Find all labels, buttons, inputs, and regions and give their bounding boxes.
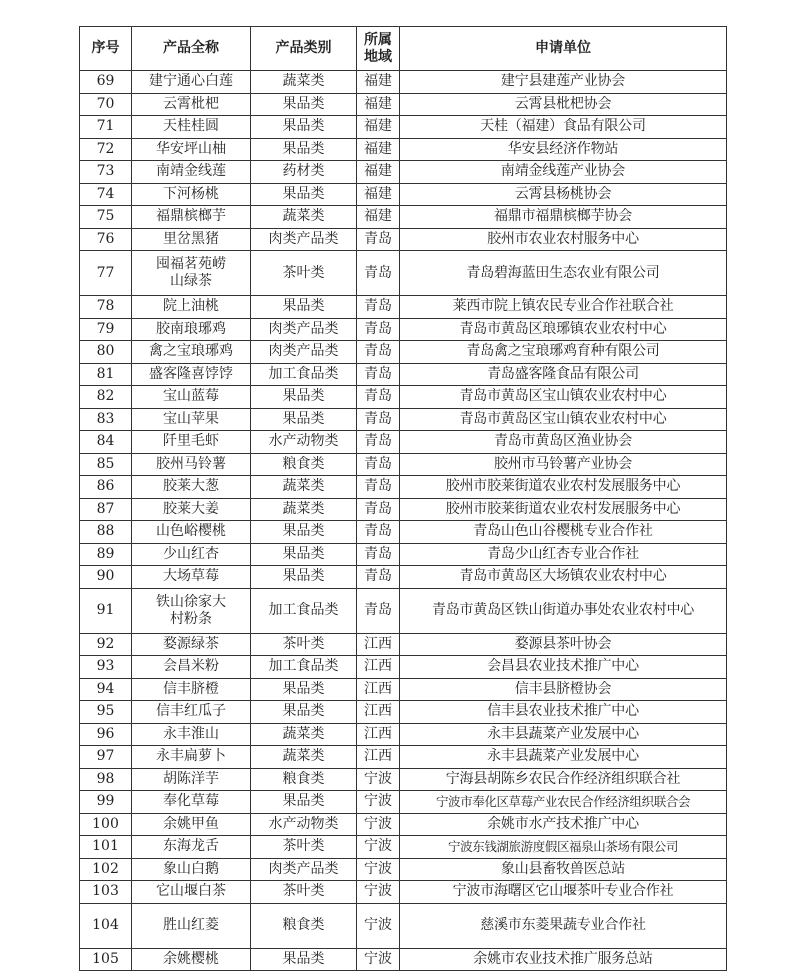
cell-seq: 72 (80, 138, 132, 161)
cell-category: 果品类 (251, 678, 357, 701)
cell-category: 果品类 (251, 386, 357, 409)
cell-seq: 104 (80, 903, 132, 948)
cell-seq: 95 (80, 701, 132, 724)
cell-name: 里岔黑猪 (132, 228, 251, 251)
cell-region: 福建 (357, 93, 400, 116)
cell-applicant: 福鼎市福鼎槟榔芋协会 (400, 206, 727, 229)
cell-seq: 99 (80, 791, 132, 814)
table-row (80, 71, 727, 94)
cell-category: 蔬菜类 (251, 476, 357, 499)
cell-seq: 71 (80, 116, 132, 139)
cell-region: 青岛 (357, 431, 400, 454)
header-applicant: 申请单位 (400, 27, 727, 71)
cell-seq: 82 (80, 386, 132, 409)
table-row (80, 746, 727, 769)
cell-region: 青岛 (357, 341, 400, 364)
cell-category: 蔬菜类 (251, 206, 357, 229)
table-row (80, 566, 727, 589)
cell-region: 江西 (357, 723, 400, 746)
cell-applicant: 婺源县茶叶协会 (400, 633, 727, 656)
cell-region: 福建 (357, 71, 400, 94)
header-region: 所属地域 (357, 27, 400, 71)
table-header (80, 27, 727, 71)
cell-region: 青岛 (357, 363, 400, 386)
cell-region: 宁波 (357, 948, 400, 971)
table-row (80, 476, 727, 499)
cell-category: 肉类产品类 (251, 228, 357, 251)
cell-category: 肉类产品类 (251, 318, 357, 341)
cell-region: 青岛 (357, 566, 400, 589)
cell-name: 永丰淮山 (132, 723, 251, 746)
table-row (80, 161, 727, 184)
cell-seq: 92 (80, 633, 132, 656)
table-row (80, 723, 727, 746)
cell-category: 茶叶类 (251, 633, 357, 656)
cell-seq: 86 (80, 476, 132, 499)
cell-category: 果品类 (251, 948, 357, 971)
table-row (80, 116, 727, 139)
cell-applicant: 余姚市农业技术推广服务总站 (400, 948, 727, 971)
cell-applicant: 宁波市海曙区它山堰茶叶专业合作社 (400, 881, 727, 904)
table-row (80, 431, 727, 454)
table-row (80, 588, 727, 633)
cell-name: 奉化草莓 (132, 791, 251, 814)
table-body (80, 71, 727, 971)
cell-category: 果品类 (251, 521, 357, 544)
cell-category: 粮食类 (251, 453, 357, 476)
cell-name: 云霄枇杷 (132, 93, 251, 116)
cell-name: 山色峪樱桃 (132, 521, 251, 544)
cell-category: 茶叶类 (251, 836, 357, 859)
cell-seq: 79 (80, 318, 132, 341)
cell-seq: 77 (80, 251, 132, 296)
table-row (80, 836, 727, 859)
cell-applicant: 余姚市水产技术推广中心 (400, 813, 727, 836)
cell-seq: 100 (80, 813, 132, 836)
header-category: 产品类别 (251, 27, 357, 71)
cell-applicant: 南靖金线莲产业协会 (400, 161, 727, 184)
cell-applicant: 建宁县建莲产业协会 (400, 71, 727, 94)
cell-applicant: 慈溪市东菱果蔬专业合作社 (400, 903, 727, 948)
table-row (80, 363, 727, 386)
cell-category: 粮食类 (251, 768, 357, 791)
cell-seq: 76 (80, 228, 132, 251)
table-row (80, 341, 727, 364)
table-row (80, 903, 727, 948)
cell-region: 江西 (357, 633, 400, 656)
table-row (80, 768, 727, 791)
cell-region: 宁波 (357, 813, 400, 836)
cell-applicant: 永丰县蔬菜产业发展中心 (400, 746, 727, 769)
cell-category: 药材类 (251, 161, 357, 184)
header-seq: 序号 (80, 27, 132, 71)
cell-region: 福建 (357, 206, 400, 229)
cell-seq: 78 (80, 296, 132, 319)
cell-region: 青岛 (357, 476, 400, 499)
cell-seq: 70 (80, 93, 132, 116)
table-row (80, 138, 727, 161)
cell-name: 阡里毛虾 (132, 431, 251, 454)
table-row (80, 408, 727, 431)
cell-category: 果品类 (251, 138, 357, 161)
cell-applicant: 宁波市奉化区草莓产业农民合作经济组织联合会 (400, 791, 727, 814)
cell-applicant: 胶州市胶莱街道农业农村发展服务中心 (400, 498, 727, 521)
cell-seq: 74 (80, 183, 132, 206)
table-row (80, 183, 727, 206)
table-row (80, 543, 727, 566)
cell-name: 余姚樱桃 (132, 948, 251, 971)
cell-name: 福鼎槟榔芋 (132, 206, 251, 229)
cell-seq: 75 (80, 206, 132, 229)
table-row (80, 813, 727, 836)
cell-category: 蔬菜类 (251, 498, 357, 521)
cell-applicant: 信丰县脐橙协会 (400, 678, 727, 701)
cell-region: 福建 (357, 161, 400, 184)
table-row (80, 678, 727, 701)
cell-seq: 85 (80, 453, 132, 476)
table-row (80, 296, 727, 319)
cell-applicant: 会昌县农业技术推广中心 (400, 656, 727, 679)
cell-category: 果品类 (251, 116, 357, 139)
cell-seq: 97 (80, 746, 132, 769)
cell-applicant: 青岛盛客隆食品有限公司 (400, 363, 727, 386)
cell-name: 婺源绿茶 (132, 633, 251, 656)
cell-seq: 89 (80, 543, 132, 566)
cell-region: 福建 (357, 183, 400, 206)
cell-region: 青岛 (357, 296, 400, 319)
cell-name: 宝山苹果 (132, 408, 251, 431)
cell-region: 江西 (357, 746, 400, 769)
cell-applicant: 胶州市农业农村服务中心 (400, 228, 727, 251)
cell-region: 福建 (357, 116, 400, 139)
cell-seq: 69 (80, 71, 132, 94)
cell-region: 青岛 (357, 543, 400, 566)
cell-name: 信丰红瓜子 (132, 701, 251, 724)
table-row (80, 453, 727, 476)
cell-region: 宁波 (357, 791, 400, 814)
table-row (80, 633, 727, 656)
cell-name: 天桂桂圆 (132, 116, 251, 139)
cell-applicant: 永丰县蔬菜产业发展中心 (400, 723, 727, 746)
cell-seq: 102 (80, 858, 132, 881)
cell-name: 铁山徐家大村粉条 (132, 588, 251, 633)
cell-applicant: 青岛市黄岛区宝山镇农业农村中心 (400, 386, 727, 409)
cell-applicant: 青岛碧海蓝田生态农业有限公司 (400, 251, 727, 296)
cell-applicant: 青岛禽之宝琅琊鸡育种有限公司 (400, 341, 727, 364)
cell-applicant: 青岛少山红杏专业合作社 (400, 543, 727, 566)
cell-seq: 73 (80, 161, 132, 184)
cell-seq: 83 (80, 408, 132, 431)
header-name: 产品全称 (132, 27, 251, 71)
cell-applicant: 青岛市黄岛区渔业协会 (400, 431, 727, 454)
cell-name: 胜山红菱 (132, 903, 251, 948)
cell-region: 江西 (357, 656, 400, 679)
cell-name: 胶莱大姜 (132, 498, 251, 521)
cell-name: 盛客隆喜饽饽 (132, 363, 251, 386)
cell-region: 宁波 (357, 858, 400, 881)
table-row (80, 228, 727, 251)
cell-category: 果品类 (251, 566, 357, 589)
cell-category: 果品类 (251, 296, 357, 319)
cell-applicant: 华安县经济作物站 (400, 138, 727, 161)
cell-seq: 105 (80, 948, 132, 971)
table-row (80, 521, 727, 544)
cell-name: 胶州马铃薯 (132, 453, 251, 476)
table-row (80, 386, 727, 409)
cell-name: 华安坪山柚 (132, 138, 251, 161)
cell-applicant: 青岛市黄岛区宝山镇农业农村中心 (400, 408, 727, 431)
cell-category: 果品类 (251, 543, 357, 566)
cell-seq: 91 (80, 588, 132, 633)
cell-name: 胶南琅琊鸡 (132, 318, 251, 341)
cell-name: 下河杨桃 (132, 183, 251, 206)
cell-category: 果品类 (251, 791, 357, 814)
cell-category: 粮食类 (251, 903, 357, 948)
cell-name: 宝山蓝莓 (132, 386, 251, 409)
cell-name: 南靖金线莲 (132, 161, 251, 184)
cell-name: 胶莱大葱 (132, 476, 251, 499)
cell-region: 青岛 (357, 318, 400, 341)
table-row (80, 498, 727, 521)
cell-name: 余姚甲鱼 (132, 813, 251, 836)
cell-region: 福建 (357, 138, 400, 161)
cell-name: 建宁通心白莲 (132, 71, 251, 94)
header-row (80, 27, 727, 71)
cell-name: 禽之宝琅琊鸡 (132, 341, 251, 364)
cell-category: 茶叶类 (251, 251, 357, 296)
cell-region: 青岛 (357, 588, 400, 633)
cell-category: 蔬菜类 (251, 71, 357, 94)
cell-seq: 81 (80, 363, 132, 386)
cell-region: 宁波 (357, 768, 400, 791)
cell-seq: 101 (80, 836, 132, 859)
product-table (79, 26, 727, 971)
cell-region: 青岛 (357, 251, 400, 296)
table-row (80, 881, 727, 904)
cell-region: 宁波 (357, 903, 400, 948)
cell-region: 青岛 (357, 498, 400, 521)
cell-seq: 98 (80, 768, 132, 791)
cell-region: 青岛 (357, 228, 400, 251)
cell-category: 肉类产品类 (251, 858, 357, 881)
cell-name: 信丰脐橙 (132, 678, 251, 701)
table-row (80, 701, 727, 724)
cell-seq: 93 (80, 656, 132, 679)
cell-seq: 84 (80, 431, 132, 454)
cell-category: 水产动物类 (251, 813, 357, 836)
cell-name: 它山堰白茶 (132, 881, 251, 904)
cell-region: 宁波 (357, 881, 400, 904)
cell-seq: 90 (80, 566, 132, 589)
cell-name: 少山红杏 (132, 543, 251, 566)
cell-applicant: 信丰县农业技术推广中心 (400, 701, 727, 724)
cell-name: 院上油桃 (132, 296, 251, 319)
cell-name: 胡陈洋芋 (132, 768, 251, 791)
cell-name: 大场草莓 (132, 566, 251, 589)
cell-name: 囤福茗苑崂山绿茶 (132, 251, 251, 296)
cell-region: 青岛 (357, 521, 400, 544)
cell-applicant: 云霄县杨桃协会 (400, 183, 727, 206)
cell-region: 青岛 (357, 453, 400, 476)
table-row (80, 318, 727, 341)
cell-applicant: 天桂（福建）食品有限公司 (400, 116, 727, 139)
table-row (80, 791, 727, 814)
cell-category: 茶叶类 (251, 881, 357, 904)
cell-applicant: 宁波东钱湖旅游度假区福泉山茶场有限公司 (400, 836, 727, 859)
cell-category: 果品类 (251, 93, 357, 116)
cell-seq: 87 (80, 498, 132, 521)
cell-seq: 88 (80, 521, 132, 544)
table-row (80, 93, 727, 116)
table-row (80, 656, 727, 679)
cell-applicant: 象山县畜牧兽医总站 (400, 858, 727, 881)
cell-category: 果品类 (251, 183, 357, 206)
cell-seq: 80 (80, 341, 132, 364)
cell-region: 江西 (357, 701, 400, 724)
table-row (80, 948, 727, 971)
cell-category: 加工食品类 (251, 656, 357, 679)
cell-name: 东海龙舌 (132, 836, 251, 859)
cell-category: 加工食品类 (251, 588, 357, 633)
cell-region: 江西 (357, 678, 400, 701)
cell-category: 果品类 (251, 701, 357, 724)
cell-category: 蔬菜类 (251, 723, 357, 746)
cell-category: 肉类产品类 (251, 341, 357, 364)
cell-category: 果品类 (251, 408, 357, 431)
table-row (80, 251, 727, 296)
cell-seq: 96 (80, 723, 132, 746)
cell-applicant: 青岛市黄岛区琅琊镇农业农村中心 (400, 318, 727, 341)
cell-applicant: 莱西市院上镇农民专业合作社联合社 (400, 296, 727, 319)
cell-applicant: 胶州市马铃薯产业协会 (400, 453, 727, 476)
cell-category: 水产动物类 (251, 431, 357, 454)
cell-applicant: 青岛市黄岛区大场镇农业农村中心 (400, 566, 727, 589)
table-row (80, 206, 727, 229)
cell-seq: 94 (80, 678, 132, 701)
cell-applicant: 宁海县胡陈乡农民合作经济组织联合社 (400, 768, 727, 791)
cell-region: 青岛 (357, 386, 400, 409)
table-row (80, 858, 727, 881)
cell-name: 会昌米粉 (132, 656, 251, 679)
cell-region: 宁波 (357, 836, 400, 859)
cell-seq: 103 (80, 881, 132, 904)
cell-applicant: 云霄县枇杷协会 (400, 93, 727, 116)
cell-category: 加工食品类 (251, 363, 357, 386)
cell-applicant: 胶州市胶莱街道农业农村发展服务中心 (400, 476, 727, 499)
cell-applicant: 青岛山色山谷樱桃专业合作社 (400, 521, 727, 544)
cell-category: 蔬菜类 (251, 746, 357, 769)
cell-name: 象山白鹅 (132, 858, 251, 881)
cell-name: 永丰扁萝卜 (132, 746, 251, 769)
cell-region: 青岛 (357, 408, 400, 431)
cell-applicant: 青岛市黄岛区铁山街道办事处农业农村中心 (400, 588, 727, 633)
